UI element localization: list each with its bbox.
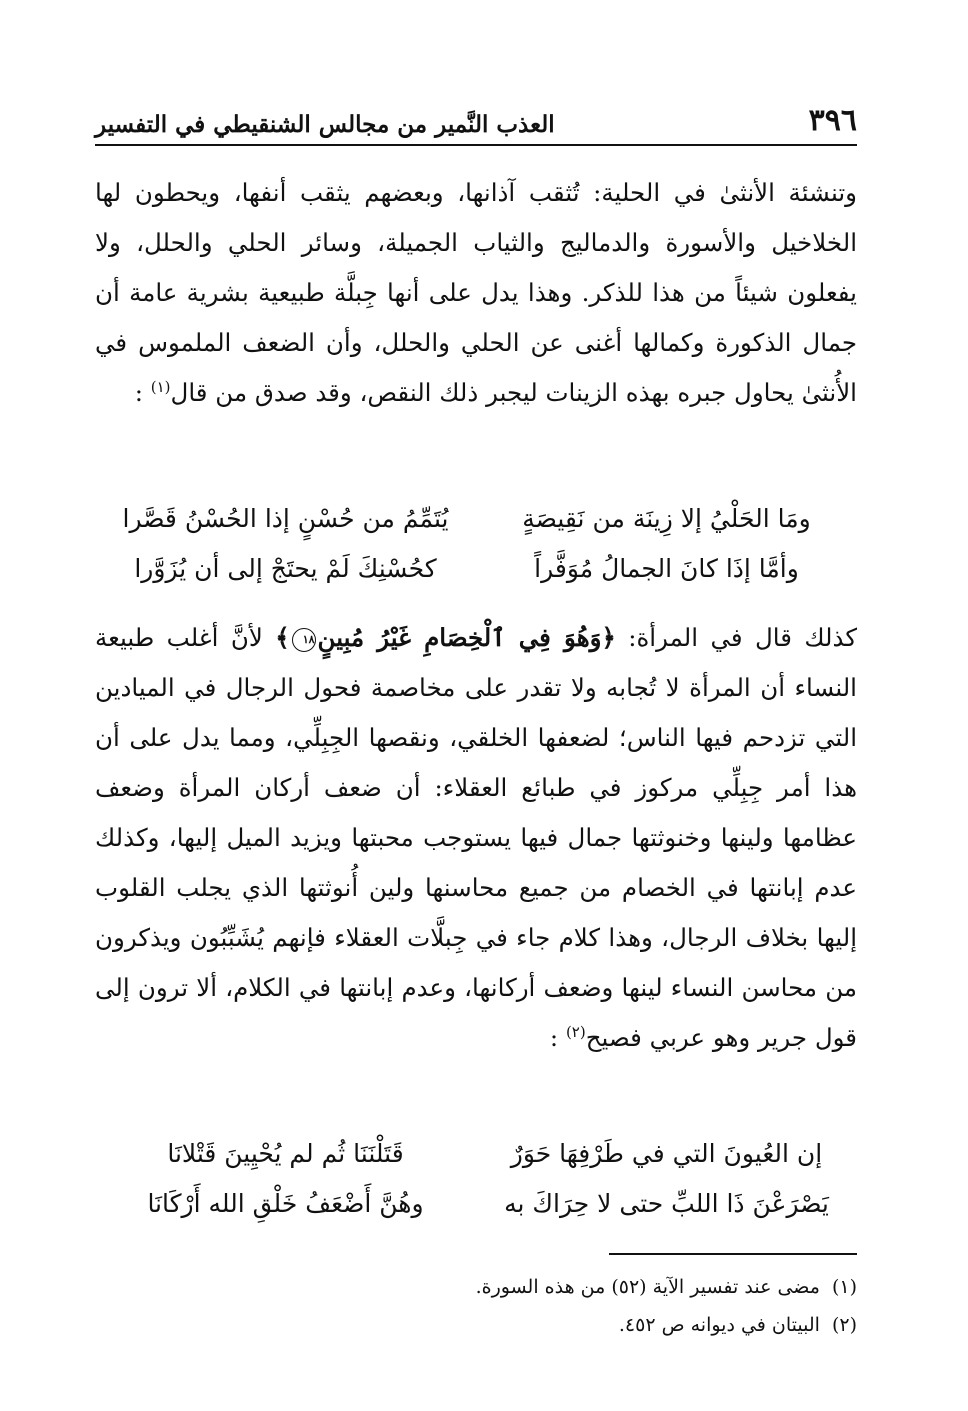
quran-open-bracket: ﴿ <box>601 623 616 652</box>
paragraph-1-text: وتنشئة الأنثىٰ في الحلية: تُثقب آذانها، وبعضهم يثقب أنفها، ويحطون لها الخلاخيل والأسورة والدماليج والثياب الجميلة، وسائر الحلي والحلل، ولا يفعلون شيئاً من هذا للذكر. وهذا يدل على أنها جِبلَّة طبيعية بشرية عامة أن جمال الذكورة وكمالها أغنى عن الحلي والحلل، وأن الضعف الملموس في الأُنثىٰ يحاول جبره بهذه الزينات ليجبر ذلك النقص، وقد صدق من قال <box>95 178 857 407</box>
paragraph-2-text: لأنَّ أغلب طبيعة النساء أن المرأة لا تُجابه ولا تقدر على مخاصمة فحول الرجال في الميادين التي تزدحم فيها الناس؛ لضعفها الخلقي، ونقصها الجِبِلِّي، ومما يدل على أن هذا أمر جِبِلِّي مركوز في طبائع العقلاء: أن ضعف أركان المرأة وضعف عظامها ولينها وخنوثتها جمال فيها يستوجب محبتها ويزيد الميل إليها، وكذلك عدم إبانتها في الخصام من جميع محاسنها ولين أُنوثتها الذي يجلب القلوب إليها بخلاف الرجال، وهذا كلام جاء في جِبلَّات العقلاء فإنهم يُشَبِّبُون ويذكرون من محاسن النساء لينها وضعف أركانها، وعدم إبانتها في الكلام، ألا ترون إلى قول جرير وهو عربي فصيح <box>95 623 857 1052</box>
verse-line <box>95 493 857 543</box>
paragraph-2 <box>95 613 857 1063</box>
paragraph-1-tail: : <box>134 378 151 407</box>
quran-quote <box>275 623 616 652</box>
running-title: العذب النَّمير من مجالس الشنقيطي في التفسير <box>95 111 555 138</box>
verse-line <box>95 1128 857 1178</box>
verse-line <box>95 1178 857 1228</box>
verse-second-hemistich: وهُنَّ أَضْعَفُ خَلْقِ الله أَرْكَانَا <box>147 1188 424 1218</box>
verse-second-hemistich: كحُسْنِكَ لَمْ يحتَجْ إلى أن يُزَوَّرا <box>134 553 437 583</box>
quran-close-bracket: ﴾ <box>275 623 290 652</box>
verse-second-hemistich: يُتَمِّمُ من حُسْنٍ إذا الحُسْنُ قَصَّرا <box>122 503 449 533</box>
paragraph-1-block <box>95 168 857 418</box>
verse-first-hemistich: يَصْرَعْنَ ذَا اللبِّ حتى لا حِرَاكَ به <box>504 1188 829 1218</box>
verse-first-hemistich: إن العُيونَ التي في طَرْفِهَا حَوَرٌ <box>510 1138 823 1168</box>
footnote-ref-2: (٢) <box>565 1022 586 1041</box>
verse-line <box>95 543 857 593</box>
footnote-number: (٢) <box>831 1314 857 1336</box>
verse-first-hemistich: وأمَّا إذَا كانَ الجمالُ مُوَفَّراً <box>534 553 799 583</box>
paragraph-2-tail: : <box>549 1023 566 1052</box>
page-number: ٣٩٦ <box>808 103 857 138</box>
poem-1 <box>95 493 857 593</box>
footnote-ref-1: (١) <box>150 377 171 396</box>
footnote-number: (١) <box>831 1276 857 1298</box>
book-page <box>95 0 857 1411</box>
verse-first-hemistich: ومَا الحَلْيُ إلا زِينَة من نَقِيصَةٍ <box>522 503 811 533</box>
footnote-separator <box>609 1253 857 1255</box>
paragraph-1 <box>95 168 857 418</box>
quran-verse-text: وَهُوَ فِي ٱلْخِصَامِ غَيْرُ مُبِينٍ <box>317 623 602 652</box>
verse-second-hemistich: قَتَلْنَنَا ثُم لم يُحْيِينَ قَتْلانَا <box>167 1138 404 1168</box>
footnote-text: البيتان في ديوانه ص ٤٥٢. <box>618 1314 820 1336</box>
running-header <box>95 96 857 146</box>
ayah-number-marker: ١٨ <box>292 628 316 652</box>
footnote-text: مضى عند تفسير الآية (٥٢) من هذه السورة. <box>475 1276 820 1298</box>
footnote-1 <box>95 1268 857 1306</box>
footnote-2 <box>95 1306 857 1344</box>
paragraph-2-intro: كذلك قال في المرأة: <box>615 623 857 652</box>
paragraph-2-block <box>95 613 857 1063</box>
poem-2 <box>95 1128 857 1228</box>
footnotes <box>95 1268 857 1344</box>
